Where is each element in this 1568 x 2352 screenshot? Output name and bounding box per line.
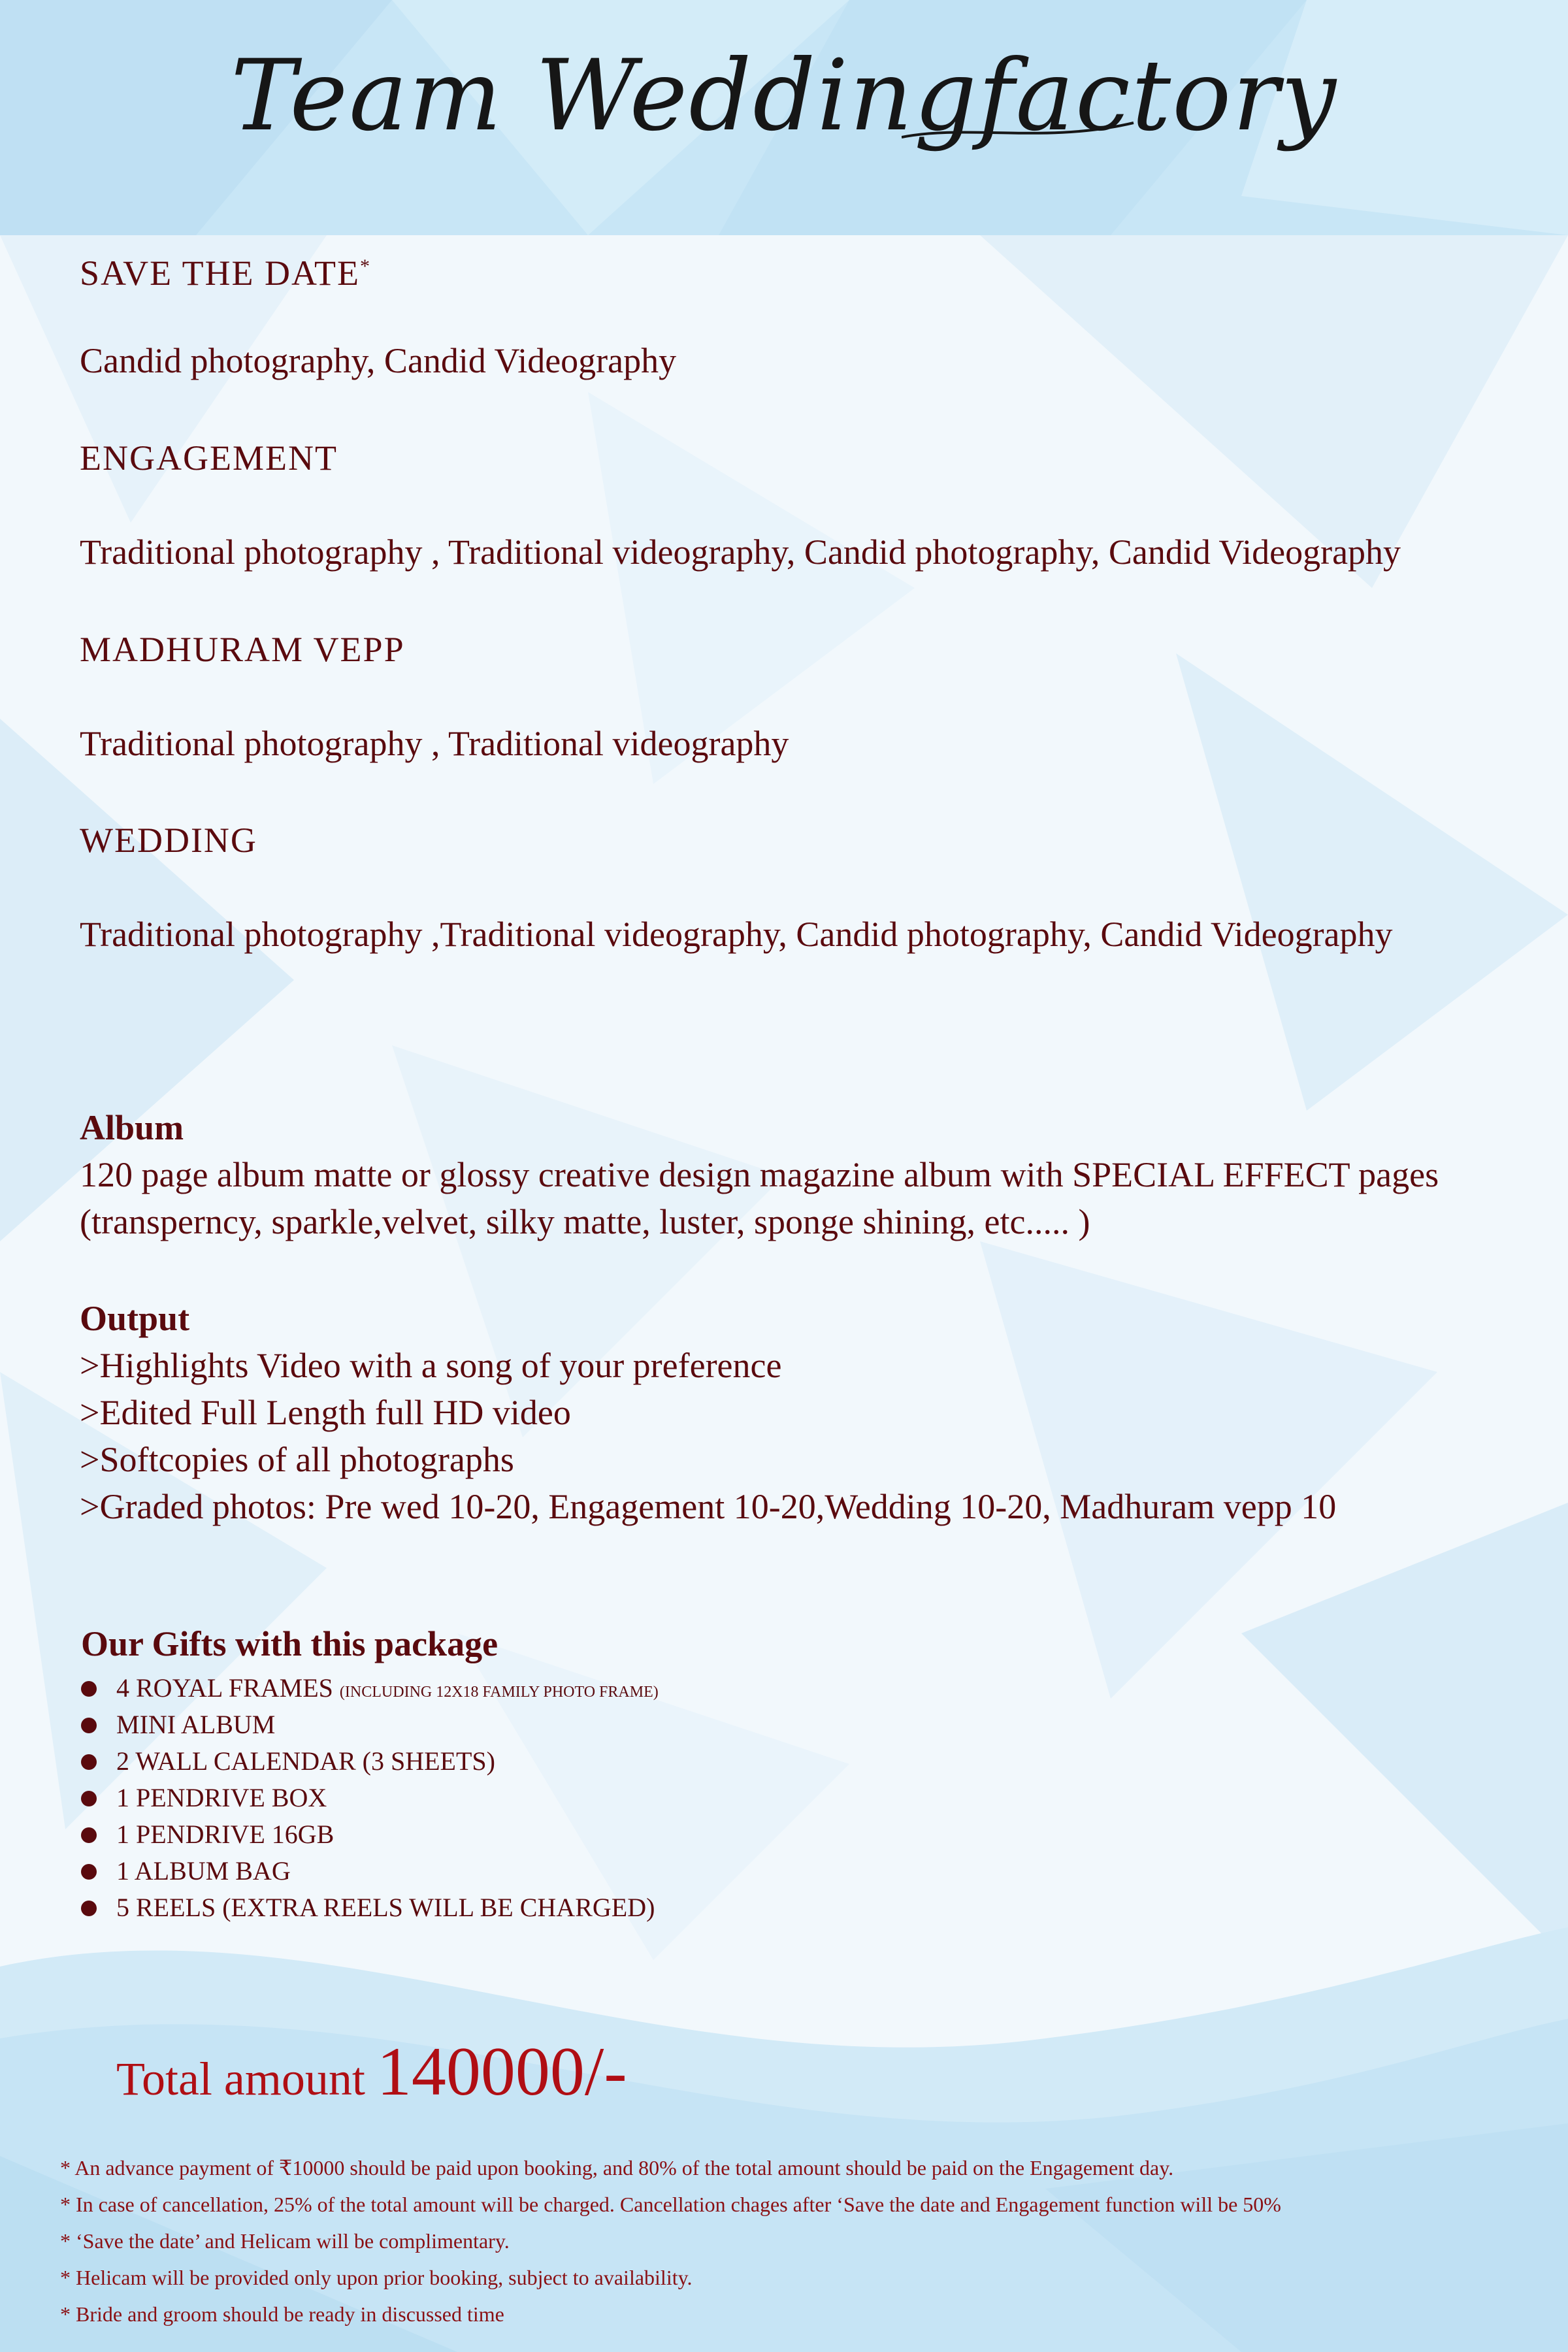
album-title: Album: [80, 1108, 184, 1147]
section-text: Traditional photography , Traditional videography: [80, 724, 789, 763]
brand-flourish: [902, 118, 1137, 144]
section-title: ENGAGEMENT: [80, 438, 338, 478]
brand-title: Team Weddingfactory: [231, 39, 1337, 153]
list-item: [81, 1816, 659, 1853]
bullet-icon: [81, 1718, 97, 1733]
total-amount: [116, 2032, 627, 2112]
section-text: Traditional photography ,Traditional videography, Candid photography, Candid Videography: [80, 915, 1393, 954]
album-section: [80, 1104, 1439, 1245]
list-item: [81, 1707, 659, 1743]
terms-notes: [60, 2149, 1556, 2332]
bullet-icon: [81, 1791, 97, 1806]
gift-text: 2 WALL CALENDAR (3 SHEETS): [116, 1746, 495, 1776]
note-line: * An advance payment of ₹10000 should be paid upon booking, and 80% of the total amount should be paid on the Engagement day.: [60, 2156, 1174, 2180]
section-engagement: [80, 434, 1401, 576]
gifts-title: Our Gifts with this package: [81, 1624, 498, 1663]
bullet-icon: [81, 1681, 97, 1697]
output-title: Output: [80, 1299, 190, 1338]
section-title: [80, 243, 676, 293]
gift-text: MINI ALBUM: [116, 1710, 276, 1739]
section-title-text: SAVE THE DATE: [80, 253, 361, 293]
section-wedding: [80, 817, 1393, 958]
output-item: >Softcopies of all photographs: [80, 1440, 514, 1479]
note-line: * Bride and groom should be ready in discussed time: [60, 2302, 504, 2326]
bullet-icon: [81, 1827, 97, 1843]
gift-text: 1 PENDRIVE 16GB: [116, 1820, 335, 1849]
note-line: * In case of cancellation, 25% of the total amount will be charged. Cancellation chages after ‘Save the date and Engagement function will be 50%: [60, 2193, 1281, 2216]
bullet-icon: [81, 1901, 97, 1916]
gifts-list: [81, 1670, 659, 1926]
list-item: [81, 1670, 659, 1707]
gift-note: (INCLUDING 12X18 FAMILY PHOTO FRAME): [339, 1684, 659, 1701]
list-item: [81, 1743, 659, 1780]
gift-text: 4 ROYAL FRAMES: [116, 1673, 340, 1703]
output-item: >Edited Full Length full HD video: [80, 1393, 571, 1432]
output-section: [80, 1295, 1336, 1530]
album-line-1: 120 page album matte or glossy creative design magazine album with SPECIAL EFFECT pages: [80, 1155, 1439, 1194]
list-item: [81, 1780, 659, 1816]
total-label: Total amount: [116, 2053, 377, 2105]
section-text: Candid photography, Candid Videography: [80, 341, 677, 380]
list-item: [81, 1889, 659, 1926]
gift-text: 1 PENDRIVE BOX: [116, 1783, 327, 1812]
output-item: >Highlights Video with a song of your preference: [80, 1346, 782, 1385]
album-line-2: (transperncy, sparkle,velvet, silky matte, luster, sponge shining, etc..... ): [80, 1202, 1090, 1241]
total-value: 140000/-: [376, 2033, 627, 2110]
bullet-icon: [81, 1754, 97, 1770]
list-item: [81, 1853, 659, 1889]
section-save-the-date: [80, 243, 676, 384]
note-line: * ‘Save the date’ and Helicam will be complimentary.: [60, 2229, 510, 2253]
asterisk-mark: *: [360, 255, 372, 277]
section-text: Traditional photography , Traditional videography, Candid photography, Candid Videography: [80, 532, 1401, 572]
output-item: >Graded photos: Pre wed 10-20, Engagement 10-20,Wedding 10-20, Madhuram vepp 10: [80, 1487, 1337, 1526]
section-madhuram-vepp: [80, 626, 789, 767]
section-title: MADHURAM VEPP: [80, 630, 405, 669]
bullet-icon: [81, 1864, 97, 1880]
section-title: WEDDING: [80, 821, 257, 860]
gift-text: 5 REELS (EXTRA REELS WILL BE CHARGED): [116, 1893, 655, 1922]
note-line: * Helicam will be provided only upon prior booking, subject to availability.: [60, 2266, 693, 2289]
gifts-section: [81, 1618, 659, 1926]
gift-text: 1 ALBUM BAG: [116, 1856, 291, 1886]
